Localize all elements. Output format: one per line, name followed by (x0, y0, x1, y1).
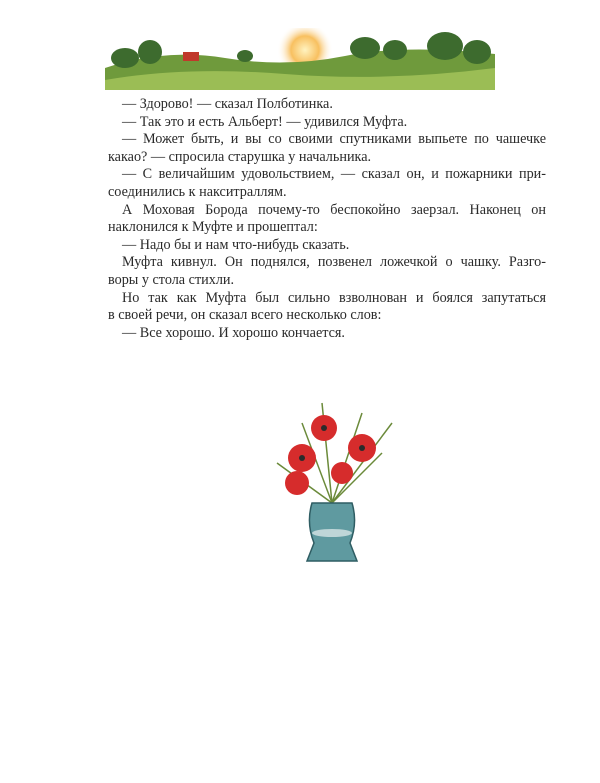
text-line: — Все хорошо. И хорошо кончается. (122, 324, 345, 341)
text-line: — Здорово! — сказал Полботинка. (122, 96, 333, 112)
text-line: — С величайшим удовольствием, — сказал он, и пожарники при- (122, 166, 546, 183)
text-line: — Может быть, и вы со своими спутниками выпьете по чашечке (122, 131, 546, 148)
text-line: соединились к накситраллям. (108, 183, 287, 200)
text-line: Но так как Муфта был сильно взволнован и боялся запутаться (122, 289, 546, 306)
text-line: А Моховая Борода почему-то беспокойно заерзал. Наконец он (122, 201, 546, 218)
landscape-illustration (105, 28, 495, 90)
text-line: какао? — спросила старушка у начальника. (108, 148, 372, 165)
text-line: в своей речи, он сказал всего несколько слов: (108, 307, 382, 324)
text-line: наклонился к Муфте и прошептал: (108, 219, 318, 236)
story-text (108, 96, 546, 342)
text-line: — Надо бы и нам что-нибудь сказать. (122, 236, 350, 253)
text-line: Муфта кивнул. Он поднялся, позвенел ложечкой о чашку. Разго- (122, 254, 546, 271)
text-line: — Так это и есть Альберт! — удивился Муфта. (122, 113, 408, 130)
flower-vase-illustration (262, 383, 402, 573)
text-line: воры у стола стихли. (108, 271, 235, 288)
